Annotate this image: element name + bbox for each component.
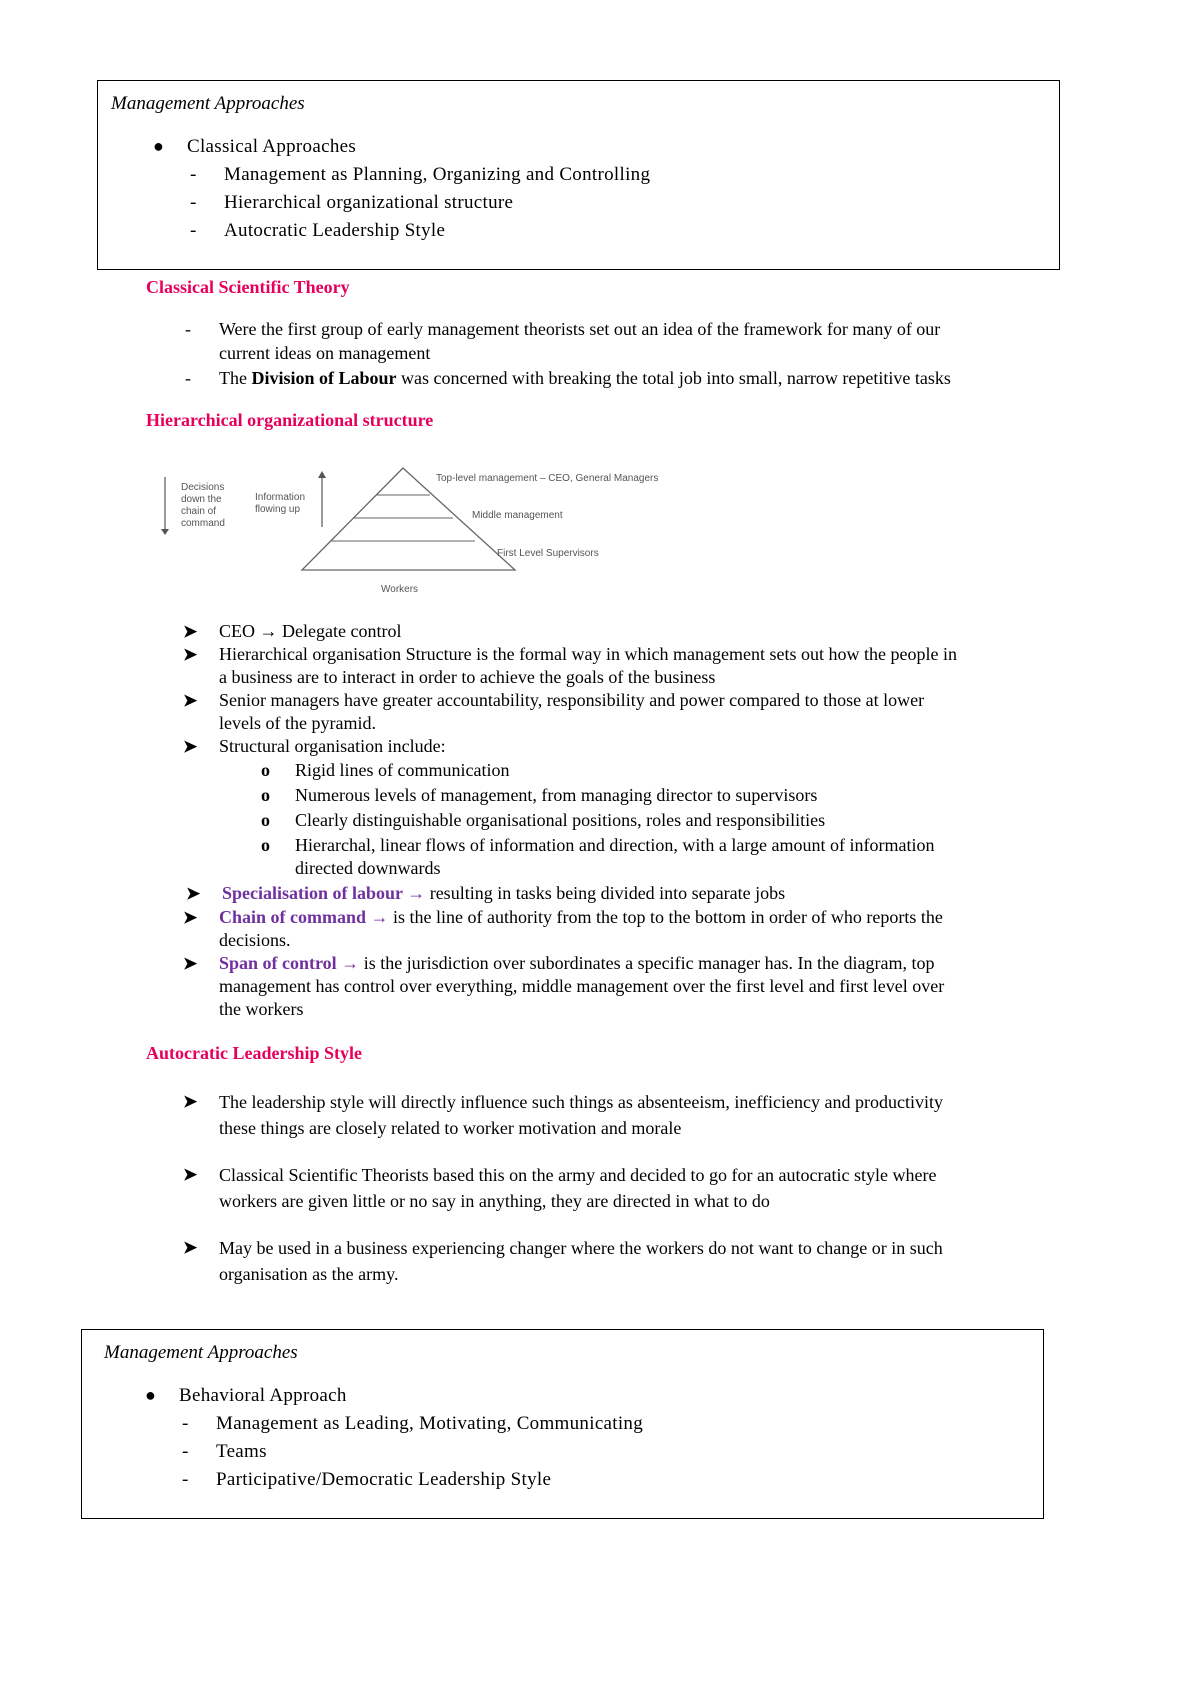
section-heading: Classical Scientific Theory bbox=[146, 277, 350, 297]
subpoint-text: Rigid lines of communication bbox=[295, 760, 510, 780]
theory-line: - The Division of Labour was concerned with breaking the total job into small, narrow repetitive tasks bbox=[185, 368, 951, 388]
information-label: Information flowing up bbox=[255, 492, 306, 515]
point-text: a business are to interact in order to achieve the goals of the business bbox=[219, 667, 716, 687]
box-item: - Management as Leading, Motivating, Communicating bbox=[182, 1413, 644, 1434]
box-item-label: Management as Planning, Organizing and Controlling bbox=[224, 164, 651, 185]
hierarchy-point bbox=[183, 689, 1059, 735]
box-item-label: Teams bbox=[216, 1441, 267, 1462]
theory-text: The bbox=[219, 368, 252, 388]
structure-subpoint: o Clearly distinguishable organisational positions, roles and responsibilities bbox=[261, 810, 826, 830]
behavioral-approach-box bbox=[81, 1329, 1044, 1519]
subpoint-text: directed downwards bbox=[295, 858, 441, 878]
theory-text: was concerned with breaking the total job into small, narrow repetitive tasks bbox=[396, 368, 951, 388]
box-item: - Autocratic Leadership Style bbox=[190, 220, 446, 241]
point-text: decisions. bbox=[219, 930, 291, 950]
hierarchy-point bbox=[183, 620, 1059, 643]
arrow-bullet-icon: ➤ bbox=[183, 1092, 198, 1111]
structure-subpoint: o Rigid lines of communication bbox=[261, 760, 510, 780]
box-item-label: Management as Leading, Motivating, Communicating bbox=[216, 1413, 644, 1434]
box-item: - Participative/Democratic Leadership Style bbox=[182, 1469, 552, 1490]
box-item: - Teams bbox=[182, 1441, 267, 1462]
point-text: organisation as the army. bbox=[219, 1264, 399, 1284]
autocratic-point bbox=[183, 1089, 1059, 1141]
box-item: - Hierarchical organizational structure bbox=[190, 192, 514, 213]
subpoint-text: Hierarchal, linear flows of information and direction, with a large amount of information bbox=[295, 835, 935, 855]
point-text: resulting in tasks being divided into separate jobs bbox=[425, 883, 786, 903]
section-heading: Autocratic Leadership Style bbox=[146, 1043, 362, 1063]
box-bullet-label: Classical Approaches bbox=[187, 136, 357, 157]
top-level-label: Top-level management – CEO, General Managers bbox=[436, 473, 659, 484]
arrow-bullet-icon: ➤ bbox=[183, 645, 198, 664]
specialisation-term: Specialisation of labour → bbox=[222, 883, 426, 903]
arrow-bullet-icon: ➤ bbox=[183, 737, 198, 756]
point-text: the workers bbox=[219, 999, 304, 1019]
box-bullet bbox=[153, 136, 357, 158]
box-bullet-label: Behavioral Approach bbox=[179, 1385, 347, 1406]
bullet-dot-icon: ● bbox=[145, 1385, 157, 1405]
autocratic-point bbox=[183, 1235, 1059, 1287]
box-item-label: Autocratic Leadership Style bbox=[224, 220, 446, 241]
theory-text: Were the first group of early management theorists set out an idea of the framework for many of our bbox=[219, 319, 941, 339]
workers-label: Workers bbox=[381, 584, 419, 595]
first-level-label: First Level Supervisors bbox=[497, 548, 599, 559]
structure-subpoint: o Numerous levels of management, from managing director to supervisors bbox=[261, 785, 818, 805]
point-text: workers are given little or no say in anything, they are directed in what to do bbox=[219, 1191, 770, 1211]
classical-approaches-box bbox=[97, 80, 1060, 270]
subpoint-text: Clearly distinguishable organisational positions, roles and responsibilities bbox=[295, 810, 826, 830]
arrow-bullet-icon: ➤ bbox=[186, 884, 201, 903]
decisions-label: Decisions down the chain of command bbox=[181, 482, 225, 529]
point-text: Classical Scientific Theorists based this on the army and decided to go for an autocratic style where bbox=[219, 1165, 937, 1185]
structure-subpoint: o Hierarchal, linear flows of information and direction, with a large amount of information directed downwards bbox=[261, 835, 935, 878]
theory-line: - Were the first group of early management theorists set out an idea of the framework for many of our current ideas on management bbox=[185, 319, 941, 363]
hierarchy-point bbox=[186, 882, 1062, 905]
section-heading: Hierarchical organizational structure bbox=[146, 410, 434, 430]
hierarchy-point bbox=[183, 735, 1059, 758]
arrow-bullet-icon: ➤ bbox=[183, 908, 198, 927]
hierarchy-point bbox=[183, 906, 1059, 952]
span-of-control-term: Span of control → bbox=[219, 953, 360, 973]
arrow-bullet-icon: ➤ bbox=[183, 622, 198, 641]
hierarchy-pyramid-diagram bbox=[155, 455, 715, 600]
point-text: these things are closely related to worker motivation and morale bbox=[219, 1118, 682, 1138]
point-text: levels of the pyramid. bbox=[219, 713, 376, 733]
box-bullet bbox=[145, 1385, 347, 1407]
point-text: Structural organisation include: bbox=[219, 736, 446, 756]
point-text: is the line of authority from the top to the bottom in order of who reports the bbox=[388, 907, 943, 927]
middle-management-label: Middle management bbox=[472, 510, 563, 521]
point-text: May be used in a business experiencing changer where the workers do not want to change or in such bbox=[219, 1238, 943, 1258]
bullet-dot-icon: ● bbox=[153, 136, 165, 156]
point-text: is the jurisdiction over subordinates a specific manager has. In the diagram, top bbox=[359, 953, 935, 973]
subpoint-text: Numerous levels of management, from managing director to supervisors bbox=[295, 785, 818, 805]
point-text: Senior managers have greater accountability, responsibility and power compared to those at lower bbox=[219, 690, 925, 710]
arrow-bullet-icon: ➤ bbox=[183, 1238, 198, 1257]
theory-text: current ideas on management bbox=[219, 343, 431, 363]
point-text: CEO → Delegate control bbox=[219, 621, 402, 641]
point-text: management has control over everything, middle management over the first level and first level over bbox=[219, 976, 945, 996]
point-text: Hierarchical organisation Structure is the formal way in which management sets out how the people in bbox=[219, 644, 957, 664]
point-text: The leadership style will directly influence such things as absenteeism, inefficiency and productivity bbox=[219, 1092, 943, 1112]
box-title: Management Approaches bbox=[104, 1342, 298, 1363]
arrow-bullet-icon: ➤ bbox=[183, 691, 198, 710]
arrow-bullet-icon: ➤ bbox=[183, 1165, 198, 1184]
autocratic-point bbox=[183, 1162, 1059, 1214]
division-of-labour-term: Division of Labour bbox=[251, 368, 397, 388]
box-item-label: Participative/Democratic Leadership Style bbox=[216, 1469, 552, 1490]
arrow-bullet-icon: ➤ bbox=[183, 954, 198, 973]
box-item-label: Hierarchical organizational structure bbox=[224, 192, 514, 213]
hierarchy-point bbox=[183, 643, 1059, 689]
box-title: Management Approaches bbox=[111, 93, 305, 114]
box-item: - Management as Planning, Organizing and Controlling bbox=[190, 164, 651, 185]
hierarchy-point bbox=[183, 952, 1059, 1021]
chain-of-command-term: Chain of command → bbox=[219, 907, 389, 927]
